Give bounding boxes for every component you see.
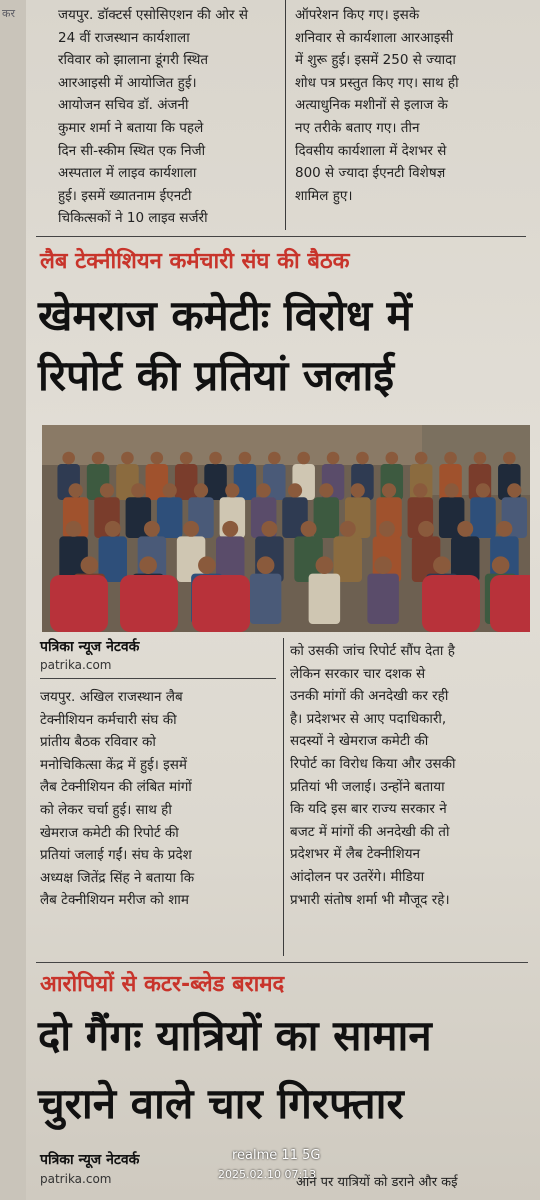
text-line: शनिवार से कार्यशाला आरआइसी (295, 29, 454, 46)
text-line: प्रांतीय बैठक रविवार को (40, 734, 156, 751)
text-line: हुई। इसमें ख्यातनाम ईएनटी (58, 187, 192, 204)
text-line: जयपुर. अखिल राजस्थान लैब (40, 689, 183, 705)
column-rule (283, 638, 284, 956)
person-head (139, 556, 157, 574)
person-head (415, 452, 428, 465)
person-head (319, 483, 333, 497)
person-head (261, 521, 277, 537)
text-line: आयोजन सचिव डॉ. अंजनी (58, 97, 189, 114)
text-line: खेमराज कमेटी की रिपोर्ट की (40, 824, 179, 841)
auditorium-seat (422, 575, 480, 632)
person-head (121, 452, 134, 465)
person-head (413, 483, 427, 497)
person-head (66, 521, 82, 537)
person-body (250, 574, 282, 624)
person-head (316, 556, 334, 574)
person-head (222, 521, 238, 537)
person-head (144, 521, 160, 537)
text-line: दिवसीय कार्यशाला में देशभर से (295, 142, 447, 159)
person-head (92, 452, 105, 465)
text-line: सदस्यों ने खेमराज कमेटी की (290, 733, 429, 750)
text-line: उनकी मांगों की अनदेखी कर रही (290, 688, 449, 705)
text-line: प्रभारी संतोष शर्मा भी मौजूद रहे। (290, 891, 450, 908)
text-line: को उसकी जांच रिपोर्ट सौंप देता है (290, 643, 455, 659)
text-line: अध्यक्ष जितेंद्र सिंह ने बताया कि (40, 869, 195, 886)
person-body (309, 574, 341, 624)
person-head (194, 483, 208, 497)
person-head (81, 556, 99, 574)
person-head (151, 452, 164, 465)
text-line: प्रतियां भी जलाई। उन्होंने बताया (290, 778, 445, 795)
person-head (382, 483, 396, 497)
text-line: 24 वीं राजस्थान कार्यशाला (58, 29, 190, 46)
person-head (445, 483, 459, 497)
text-line: है। प्रदेशभर से आए पदाधिकारी, (290, 710, 447, 727)
text-line: जयपुर. डॉक्टर्स एसोसिएशन की ओर से (58, 7, 248, 23)
article2-site: patrika.com (40, 1172, 112, 1186)
text-line: नए तरीके बताए गए। तीन (295, 119, 420, 136)
text-line: आने पर यात्रियों को डराने और कई (296, 1175, 458, 1190)
auditorium-seat (490, 575, 530, 632)
auditorium-seat (120, 575, 178, 632)
text-line: बजट में मांगों की अनदेखी की तो (290, 823, 450, 840)
group-photo (42, 425, 530, 632)
text-line: लैब टेक्नीशियन की लंबित मांगों (40, 779, 192, 796)
article1-headline-line2: रिपोर्ट की प्रतियां जलाई (38, 351, 395, 400)
text-line: अस्पताल में लाइव कार्यशाला (58, 165, 197, 182)
person-head (474, 452, 487, 465)
person-head (386, 452, 399, 465)
text-line: में शुरू हुई। इसमें 250 से ज्यादा (295, 52, 456, 69)
text-line: चिकित्सकों ने 10 लाइव सर्जरी (58, 210, 208, 227)
person-body (204, 464, 227, 500)
text-line: आरआइसी में आयोजित हुई। (58, 74, 197, 91)
person-body (367, 574, 399, 624)
article1-kicker: लैब टेक्नीशियन कर्मचारी संघ की बैठक (40, 249, 350, 274)
text-line: रिपोर्ट का विरोध किया और उसकी (290, 755, 456, 772)
person-head (433, 556, 451, 574)
person-head (457, 521, 473, 537)
article2-snippet (296, 1172, 528, 1195)
edge-label: कर (2, 7, 15, 20)
text-line: प्रदेशभर में लैब टेक्नीशियन (290, 846, 421, 863)
camera-datetime-watermark: 2025.02.10 07:13 (218, 1168, 317, 1181)
text-line: कि यदि इस बार राज्य सरकार ने (290, 801, 447, 818)
text-line: कुमार शर्मा ने बताया कि पहले (58, 119, 204, 136)
text-line: 800 से ज्यादा ईएनटी विशेषज्ञ (295, 165, 446, 182)
text-line: प्रतियां जलाई गईं। संघ के प्रदेश (40, 847, 192, 864)
person-head (100, 483, 114, 497)
person-head (418, 521, 434, 537)
person-head (297, 452, 310, 465)
person-body (157, 497, 183, 538)
person-head (209, 452, 222, 465)
person-body (175, 464, 198, 500)
article1-left-column (40, 686, 276, 912)
text-line: ऑपरेशन किए गए। इसके (295, 7, 420, 23)
person-head (492, 556, 510, 574)
article1-right-column (290, 640, 528, 911)
person-body (314, 497, 340, 538)
person-head (496, 521, 512, 537)
column-rule (285, 0, 286, 230)
person-head (239, 452, 252, 465)
person-head (257, 483, 271, 497)
camera-model-watermark: realme 11 5G (232, 1148, 321, 1163)
person-head (105, 521, 121, 537)
person-head (62, 452, 75, 465)
person-head (288, 483, 302, 497)
text-line: लेकिन सरकार चार दशक से (290, 665, 426, 682)
article2-headline-line1: दो गैंगः यात्रियों का सामान (38, 1011, 432, 1060)
person-head (301, 521, 317, 537)
person-head (198, 556, 216, 574)
person-head (503, 452, 516, 465)
text-line: रविवार को झालाना डूंगरी स्थित (58, 52, 209, 69)
person-head (356, 452, 369, 465)
adjacent-page-edge (0, 0, 26, 1200)
person-head (268, 452, 281, 465)
person-head (327, 452, 340, 465)
person-head (444, 452, 457, 465)
article2-headline-line2: चुराने वाले चार गिरफ्तार (38, 1079, 404, 1128)
text-line: शामिल हुए। (295, 187, 353, 204)
person-head (131, 483, 145, 497)
byline-rule (40, 678, 276, 679)
person-head (69, 483, 83, 497)
person-head (340, 521, 356, 537)
text-line: आंदोलन पर उतरेंगे। मीडिया (290, 868, 425, 885)
top-right-column (295, 4, 517, 207)
auditorium-seat (192, 575, 250, 632)
article1-headline-line1: खेमराज कमेटीः विरोध में (38, 291, 412, 340)
text-line: लैब टेक्नीशियन मरीज को शाम (40, 892, 189, 909)
text-line: अत्याधुनिक मशीनों से इलाज के (295, 97, 448, 114)
text-line: शोध पत्र प्रस्तुत किए गए। साथ ही (295, 74, 459, 91)
text-line: मनोचिकित्सा केंद्र में हुई। इसमें (40, 756, 187, 773)
person-head (183, 521, 199, 537)
person-head (257, 556, 275, 574)
person-head (180, 452, 193, 465)
person-head (225, 483, 239, 497)
article1-site: patrika.com (40, 658, 112, 672)
text-line: दिन सी-स्कीम स्थित एक निजी (58, 142, 206, 159)
auditorium-seat (50, 575, 108, 632)
section-divider (36, 962, 528, 963)
person-head (476, 483, 490, 497)
section-divider (36, 236, 526, 237)
person-head (374, 556, 392, 574)
person-head (507, 483, 521, 497)
article2-kicker: आरोपियों से कटर-ब्लेड बरामद (40, 972, 285, 997)
article1-byline: पत्रिका न्यूज नेटवर्क (40, 639, 140, 655)
article2-byline: पत्रिका न्यूज नेटवर्क (40, 1152, 140, 1168)
person-head (163, 483, 177, 497)
text-line: टेक्नीशियन कर्मचारी संघ की (40, 711, 177, 728)
text-line: को लेकर चर्चा हुई। साथ ही (40, 801, 172, 818)
group-photo-image (42, 425, 530, 632)
person-body (470, 497, 496, 538)
person-head (351, 483, 365, 497)
top-left-column (58, 4, 276, 230)
person-head (379, 521, 395, 537)
